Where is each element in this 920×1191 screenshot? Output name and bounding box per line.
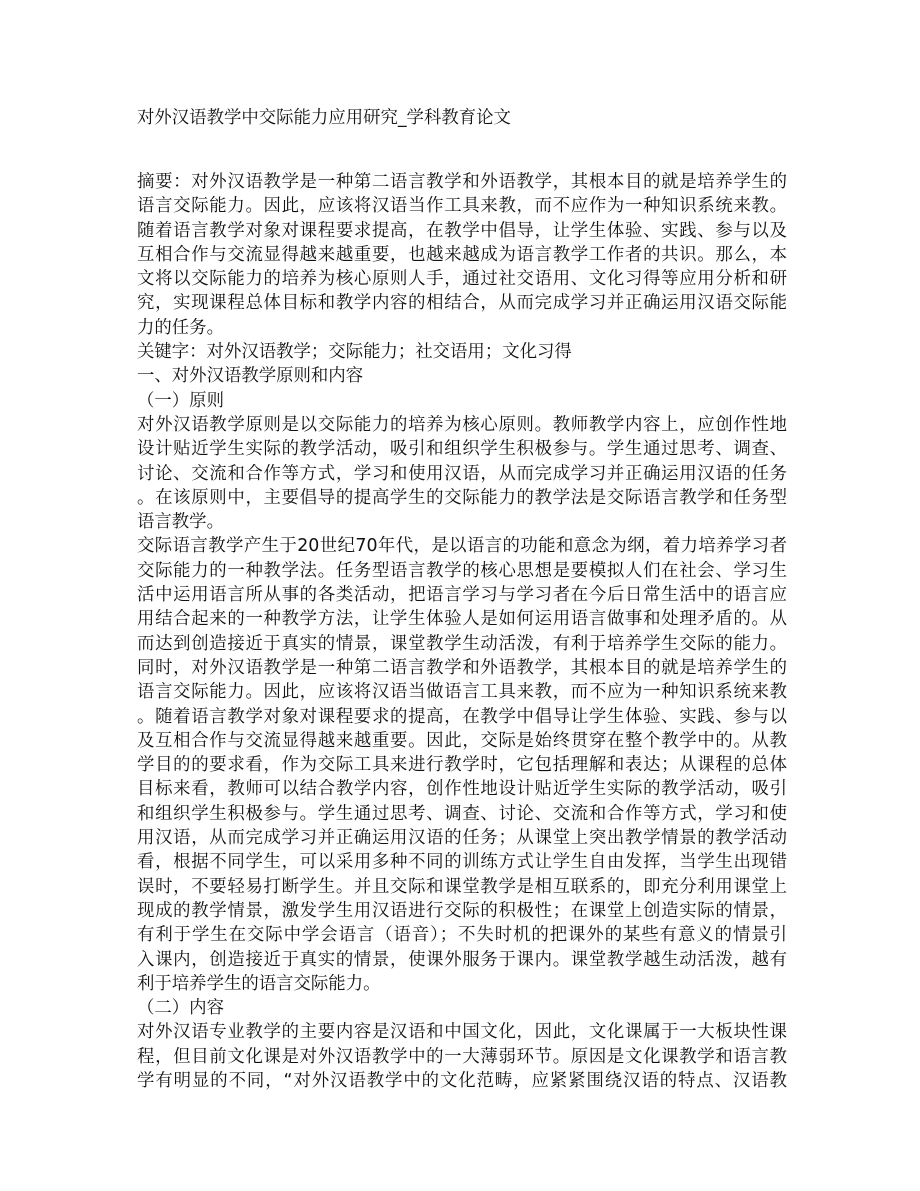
text-line: 。随着语言教学对象对课程要求的提高，在教学中倡导让学生体验、实践、参与以 — [137, 706, 787, 727]
text-line: 用汉语，从而完成学习并正确运用汉语的任务；从课堂上突出教学情景的教学活动 — [137, 828, 787, 849]
text-line: （一）原则 — [137, 390, 224, 411]
text-line: 语言教学。 — [137, 512, 224, 533]
text-line: （二）内容 — [137, 998, 224, 1019]
text-line: 用结合起来的一种教学方法，让学生体验人是如何运用语言做事和处理矛盾的。从 — [137, 609, 787, 630]
text-line: 目标来看，教师可以结合教学内容，创作性地设计贴近学生实际的教学活动，吸引 — [137, 779, 787, 800]
text-line: 活中运用语言所从事的各类活动，把语言学习与学习者在今后日常生活中的语言应 — [137, 585, 787, 606]
text-line: 学目的的要求看，作为交际工具来进行教学时，它包括理解和表达；从课程的总体 — [137, 755, 787, 776]
text-line: 程，但目前文化课是对外汉语教学中的一大薄弱环节。原因是文化课教学和语言教 — [137, 1046, 787, 1067]
text-line: 一、对外汉语教学原则和内容 — [137, 366, 364, 387]
text-line: 随着语言教学对象对课程要求提高，在教学中倡导，让学生体验、实践、参与以及 — [137, 220, 787, 241]
text-line: 互相合作与交流显得越来越重要，也越来越成为语言教学工作者的共识。那么，本 — [137, 244, 787, 265]
text-line: 文将以交际能力的培养为核心原则人手，通过社交语用、文化习得等应用分析和研 — [137, 269, 787, 290]
text-line: 。在该原则中，主要倡导的提高学生的交际能力的教学法是交际语言教学和任务型 — [137, 487, 787, 508]
text-line: 及互相合作与交流显得越来越重要。因此，交际是始终贯穿在整个教学中的。从教 — [137, 730, 787, 751]
text-line: 同时，对外汉语教学是一种第二语言教学和外语教学，其根本目的就是培养学生的 — [137, 657, 787, 678]
text-line: 摘要：对外汉语教学是一种第二语言教学和外语教学，其根本目的就是培养学生的 — [137, 172, 787, 192]
document-body — [137, 170, 787, 1093]
text-line: 入课内，创造接近于真实的情景，使课外服务于课内。课堂教学越生动活泼，越有 — [137, 949, 787, 970]
text-line: 交际语言教学产生于20世纪70年代，是以语言的功能和意念为纲，着力培养学习者 — [137, 536, 787, 557]
text-line: 语言交际能力。因此，应该将汉语当做语言工具来教，而不应为一种知识系统来教 — [137, 682, 787, 703]
text-line: 对外汉语专业教学的主要内容是汉语和中国文化，因此，文化课属于一大板块性课 — [137, 1022, 787, 1043]
text-line: 和组织学生积极参与。学生通过思考、调查、讨论、交流和合作等方式，学习和使 — [137, 803, 787, 824]
text-line: 对外汉语教学原则是以交际能力的培养为核心原则。教师教学内容上，应创作性地 — [137, 414, 787, 435]
text-line: 学有明显的不同，“对外汉语教学中的文化范畴，应紧紧围绕汉语的特点、汉语教 — [137, 1070, 787, 1091]
text-line: 现成的教学情景，激发学生用汉语进行交际的积极性；在课堂上创造实际的情景， — [137, 900, 787, 921]
text-line: 关键字：对外汉语教学；交际能力；社交语用；文化习得 — [137, 342, 572, 363]
document-title: 对外汉语教学中交际能力应用研究_学科教育论文 — [137, 108, 511, 128]
text-line: 究，实现课程总体目标和教学内容的相结合，从而完成学习并正确运用汉语交际能 — [137, 293, 787, 314]
text-line: 设计贴近学生实际的教学活动，吸引和组织学生积极参与。学生通过思考、调查、 — [137, 439, 787, 460]
text-line: 有利于学生在交际中学会语言（语音）；不失时机的把课外的某些有意义的情景引 — [137, 925, 787, 946]
text-line: 语言交际能力。因此，应该将汉语当作工具来教，而不应作为一种知识系统来教。 — [137, 196, 787, 217]
text-line: 力的任务。 — [137, 317, 224, 338]
text-line: 利于培养学生的语言交际能力。 — [137, 973, 381, 994]
text-line: 讨论、交流和合作等方式，学习和使用汉语，从而完成学习并正确运用汉语的任务 — [137, 463, 787, 484]
text-line: 看，根据不同学生，可以采用多种不同的训练方式让学生自由发挥，当学生出现错 — [137, 852, 787, 873]
text-line: 误时，不要轻易打断学生。并且交际和课堂教学是相互联系的，即充分利用课堂上 — [137, 876, 787, 897]
text-line: 交际能力的一种教学法。任务型语言教学的核心思想是要模拟人们在社会、学习生 — [137, 560, 787, 581]
text-line: 而达到创造接近于真实的情景，课堂教学生动活泼，有利于培养学生交际的能力。 — [137, 633, 787, 654]
